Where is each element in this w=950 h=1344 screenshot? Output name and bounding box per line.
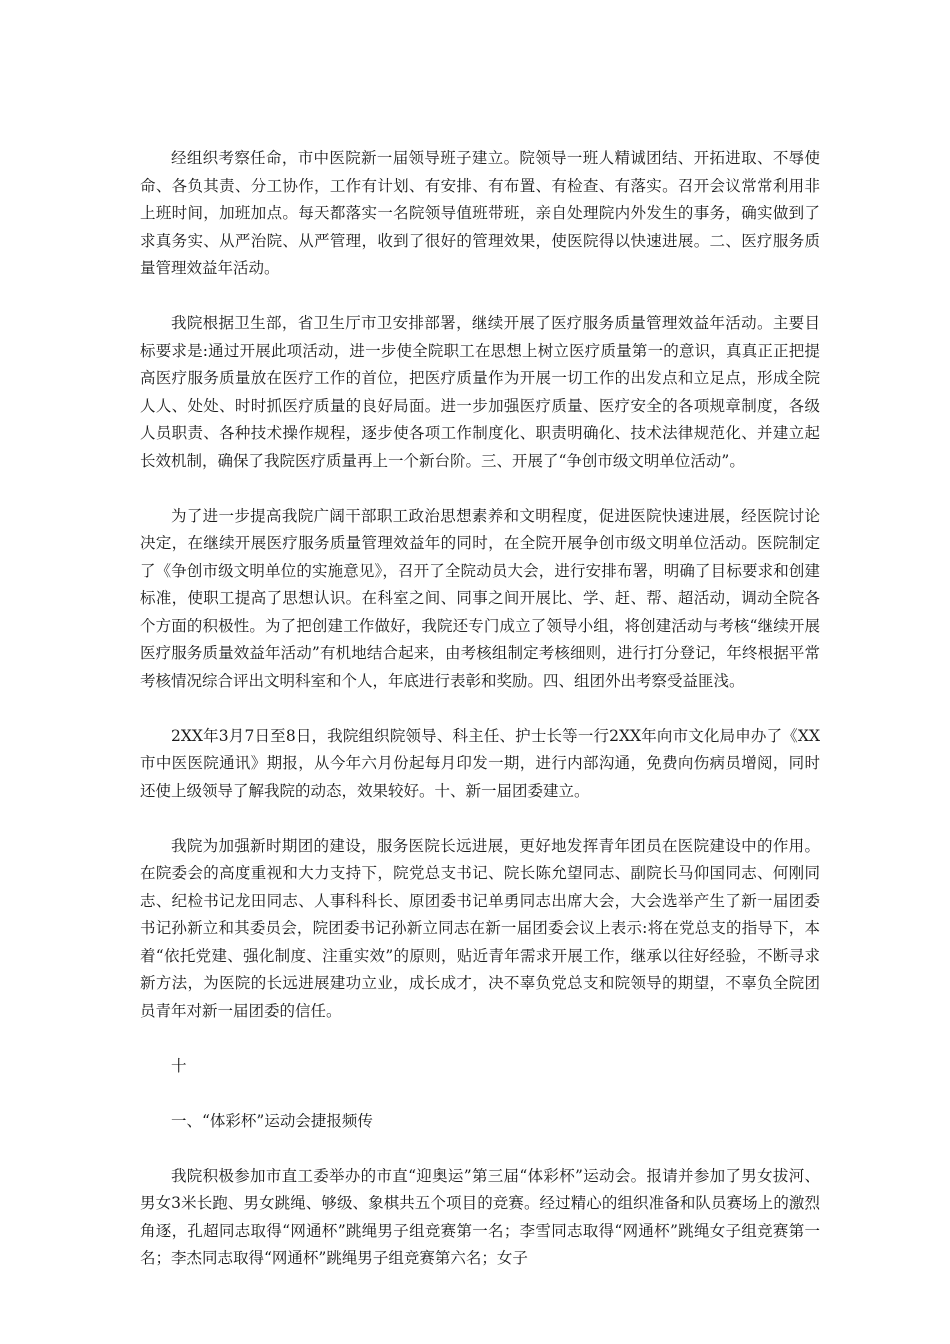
paragraph-civilization-campaign: 为了进一步提高我院广阔干部职工政治思想素养和文明程度，促进医院快速进展，经医院讨论决定，在继续开展医疗服务质量管理效益年的同时，在全院开展争创市级文明单位活动。医院制定了《争创市级文明单位的实施意见》，召开了全院动员大会，进行安排布署，明确了目标要求和创建标准，使职工提高了思想认识。在科室之间、同事之间开展比、学、赶、帮、超活动，调动全院各个方面的积极性。为了把创建工作做好，我院还专门成立了领导小组，将创建活动与考核“继续开展医疗服务质量效益年活动”有机地结合起来，由考核组制定考核细则，进行打分登记，年终根据平常考核情况综合评出文明科室和个人，年底进行表彰和奖励。四、组团外出考察受益匪浅。 — [140, 506, 820, 690]
paragraph-newsletter: 2XX年3月7日至8日，我院组织院领导、科主任、护士长等一行2XX年向市文化局申办了《XX市中医医院通讯》期报，从今年六月份起每月印发一期，进行内部沟通，免费向伤病员增阅，同时还使上级领导了解我院的动态，效果较好。十、新一届团委建立。 — [140, 726, 820, 800]
paragraph-sports-meet: 我院积极参加市直工委举办的市直“迎奥运”第三届“体彩杯”运动会。报请并参加了男女拔河、男女3米长跑、男女跳绳、够级、象棋共五个项目的竞赛。经过精心的组织准备和队员赛场上的激烈角逐，孔超同志取得“网通杯”跳绳男子组竞赛第一名；李雪同志取得“网通杯”跳绳女子组竞赛第一名；李杰同志取得“网通杯”跳绳男子组竞赛第六名；女子 — [140, 1166, 820, 1267]
paragraph-youth-league: 我院为加强新时期团的建设，服务医院长远进展，更好地发挥青年团员在医院建设中的作用。在院委会的高度重视和大力支持下，院党总支书记、院长陈允望同志、副院长马仰国同志、何刚同志、纪检书记龙田同志、人事科科长、原团委书记单勇同志出席大会，大会选举产生了新一届团委书记孙新立和其委员会，院团委书记孙新立同志在新一届团委会议上表示:将在党总支的指导下，本着“依托党建、强化制度、注重实效”的原则，贴近青年需求开展工作，继承以往好经验，不断寻求新方法，为医院的长远进展建功立业，成长成才，决不辜负党总支和院领导的期望，不辜负全院团员青年对新一届团委的信任。 — [140, 836, 820, 1020]
paragraph-leadership: 经组织考察任命，市中医院新一届领导班子建立。院领导一班人精诚团结、开拓进取、不辱使命、各负其责、分工协作，工作有计划、有安排、有布置、有检查、有落实。召开会议常常利用非上班时间，加班加点。每天都落实一名院领导值班带班，亲自处理院内外发生的事务，确实做到了求真务实、从严治院、从严管理，收到了很好的管理效果，使医院得以快速进展。二、医疗服务质量管理效益年活动。 — [140, 149, 820, 277]
paragraph-quality-management: 我院根据卫生部，省卫生厅市卫安排部署，继续开展了医疗服务质量管理效益年活动。主要目标要求是:通过开展此项活动，进一步使全院职工在思想上树立医疗质量第一的意识，真真正正把提高医疗服务质量放在医疗工作的首位，把医疗质量作为开展一切工作的出发点和立足点，形成全院人人、处处、时时抓医疗质量的良好局面。进一步加强医疗质量、医疗安全的各项规章制度，各级人员职责、各种技术操作规程，逐步使各项工作制度化、职责明确化、技术法律规范化、并建立起长效机制，确保了我院医疗质量再上一个新台阶。三、开展了“争创市级文明单位活动”。 — [140, 314, 820, 470]
document-body — [140, 145, 820, 1300]
section-heading-sports: 一、“体彩杯”运动会捷报频传 — [171, 1111, 373, 1130]
section-number: 十 — [171, 1056, 187, 1075]
